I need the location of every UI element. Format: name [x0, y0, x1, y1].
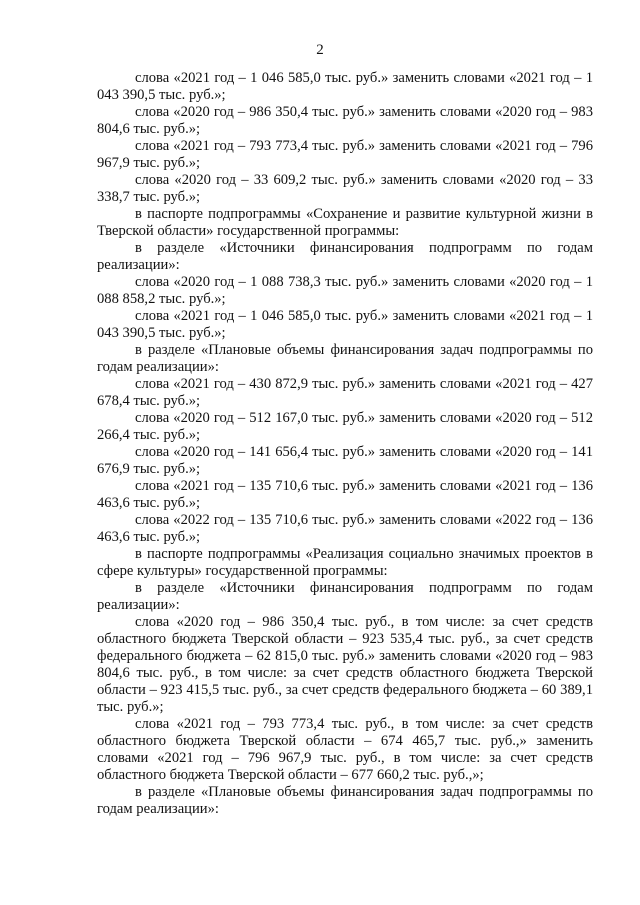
paragraph: слова «2020 год – 986 350,4 тыс. руб.» заменить словами «2020 год – 983 804,6 тыс. руб.»;	[97, 104, 593, 137]
paragraph: слова «2021 год – 1 046 585,0 тыс. руб.» заменить словами «2021 год – 1 043 390,5 тыс. руб.»;	[97, 308, 593, 341]
document-body	[97, 70, 593, 818]
paragraph: в разделе «Источники финансирования подпрограмм по годам реализации»:	[97, 240, 593, 273]
paragraph: в разделе «Плановые объемы финансирования задач подпрограммы по годам реализации»:	[97, 342, 593, 375]
paragraph: слова «2021 год – 135 710,6 тыс. руб.» заменить словами «2021 год – 136 463,6 тыс. руб.»;	[97, 478, 593, 511]
paragraph: слова «2021 год – 793 773,4 тыс. руб., в том числе: за счет средств областного бюджета Тверской области – 674 465,7 тыс. руб.,» заменить словами «2021 год – 796 967,9 тыс. руб., в том числе: за счет средств областного бюджета Тверской области – 677 660,2 тыс. руб.,»;	[97, 716, 593, 783]
paragraph: слова «2021 год – 1 046 585,0 тыс. руб.» заменить словами «2021 год – 1 043 390,5 тыс. руб.»;	[97, 70, 593, 103]
paragraph: слова «2022 год – 135 710,6 тыс. руб.» заменить словами «2022 год – 136 463,6 тыс. руб.»;	[97, 512, 593, 545]
paragraph: слова «2021 год – 430 872,9 тыс. руб.» заменить словами «2021 год – 427 678,4 тыс. руб.»;	[97, 376, 593, 409]
paragraph: слова «2021 год – 793 773,4 тыс. руб.» заменить словами «2021 год – 796 967,9 тыс. руб.»;	[97, 138, 593, 171]
paragraph: в разделе «Источники финансирования подпрограмм по годам реализации»:	[97, 580, 593, 613]
paragraph: слова «2020 год – 1 088 738,3 тыс. руб.» заменить словами «2020 год – 1 088 858,2 тыс. руб.»;	[97, 274, 593, 307]
page-number: 2	[316, 42, 324, 58]
paragraph: слова «2020 год – 986 350,4 тыс. руб., в том числе: за счет средств областного бюджета Тверской области – 923 535,4 тыс. руб., за счет средств федерального бюджета – 62 815,0 тыс. руб.» заменить словами «2020 год – 983 804,6 тыс. руб., в том числе: за счет средств областного бюджета Тверской области – 923 415,5 тыс. руб., за счет средств федерального бюджета – 60 389,1 тыс. руб.»;	[97, 614, 593, 715]
paragraph: слова «2020 год – 512 167,0 тыс. руб.» заменить словами «2020 год – 512 266,4 тыс. руб.»;	[97, 410, 593, 443]
paragraph: в паспорте подпрограммы «Сохранение и развитие культурной жизни в Тверской области» государственной программы:	[97, 206, 593, 239]
paragraph: слова «2020 год – 141 656,4 тыс. руб.» заменить словами «2020 год – 141 676,9 тыс. руб.»;	[97, 444, 593, 477]
paragraph: в разделе «Плановые объемы финансирования задач подпрограммы по годам реализации»:	[97, 784, 593, 817]
paragraph: в паспорте подпрограммы «Реализация социально значимых проектов в сфере культуры» государственной программы:	[97, 546, 593, 579]
paragraph: слова «2020 год – 33 609,2 тыс. руб.» заменить словами «2020 год – 33 338,7 тыс. руб.»;	[97, 172, 593, 205]
